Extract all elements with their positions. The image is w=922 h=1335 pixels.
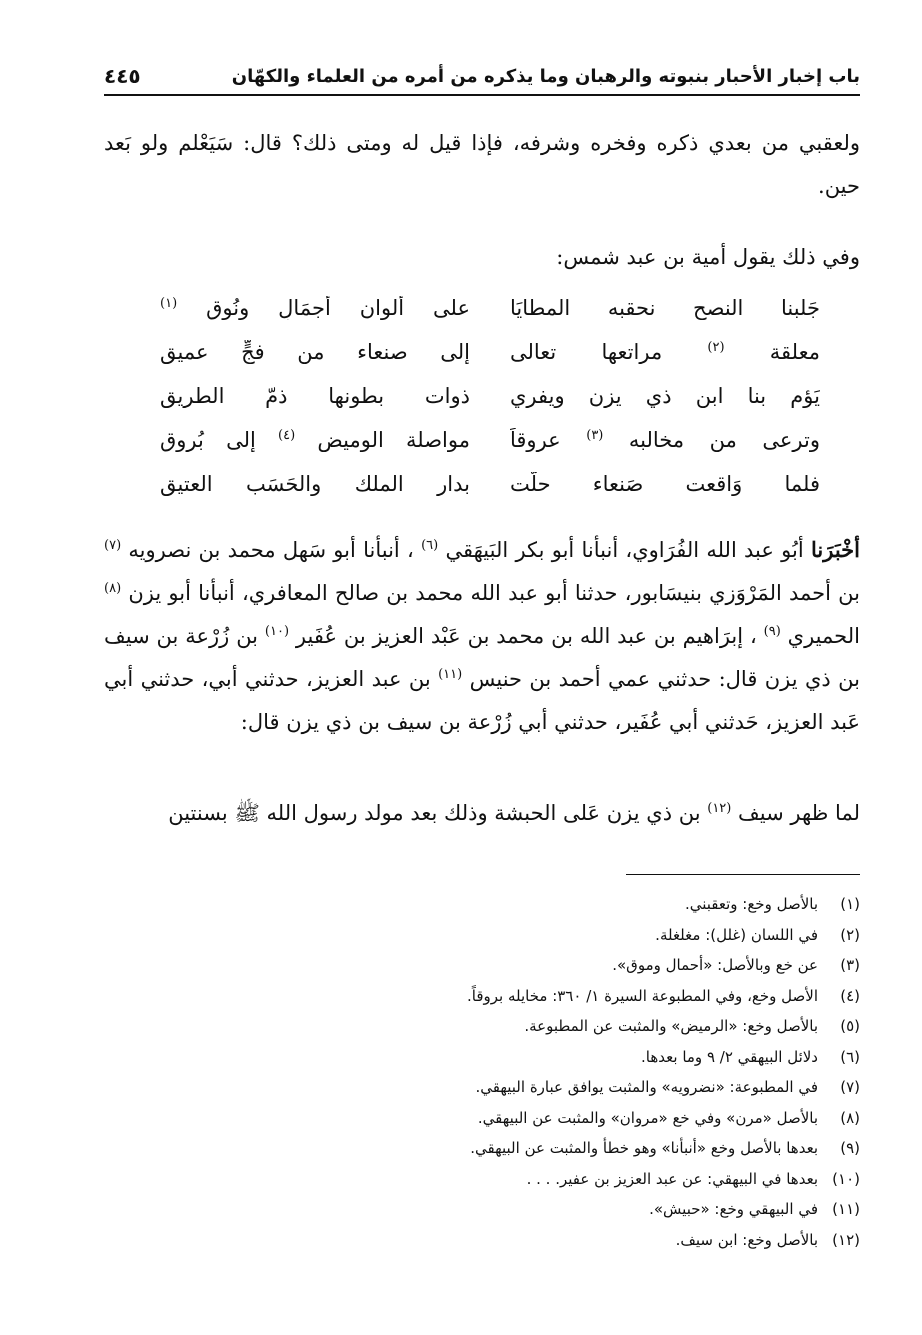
footnote-ref: (٩) [763,624,781,639]
footnote-ref: (٦) [421,538,439,553]
verse-second-hemistich: بدار الملك والحَسَب العتيق [160,472,470,496]
footnote: (٧) في المطبوعة: «نضرويه» والمثبت يوافق عبارة البيهقي. [475,1078,860,1097]
footnote-ref: (٢) [707,340,725,355]
running-header [104,58,860,96]
footnote: (٥) بالأصل وخع: «الرميض» والمثبت عن المطبوعة. [524,1017,860,1036]
footnote-ref: (٧) [104,538,122,553]
paragraph-4: لما ظهر سيف $^{(١٢)}$ بن ذي يزن عَلى الحبشة وذلك بعد مولد رسول الله ﷺ بسنتين [168,801,860,825]
verse-line [160,462,820,506]
verse-first-hemistich: وترعى من مخالبه $^{(٣)}$ عروقاً [510,428,820,452]
lead-word: أخْبَرَنا [810,537,860,562]
footnote-divider [626,874,860,875]
footnote-ref: (١٢) [707,801,732,816]
footnote: (١) بالأصل وخع: وتعقبني. [684,895,860,914]
footnote: (٣) عن خع وبالأصل: «أحمال وموق». [612,956,860,975]
paragraph-isnad: أخْبَرَنا أبُو عبد الله الفُرَاوي، أنبأنا أبو بكر البَيهَقي $^{(٦)}$ ، أنبأنا أبو سَهل محمد بن نصرويه $^{(٧)}$ بن أحمد المَرْوَزي بنيسَابور، حدثنا أبو عبد الله محمد بن صالح المعافري، أنبأنا أبو يزن $^{(٨)}$ الحميري $^{(٩)}$ ، إبرَاهيم بن عبد الله بن محمد بن عَبْد العزيز بن عُفَير $^{(١٠)}$ بن زُرْعة بن سيف بن ذي يزن قال: حدثني عمي أحمد بن حنيس $^{(١١)}$ بن عبد العزيز، حدثني أبي، حدثني أبي عَبد العزيز، حَدثني أبي عُفَير، حدثني أبي زُرْعة بن سيف بن ذي يزن قال: [104,537,860,734]
footnote: (٨) بالأصل «مرن» وفي خع «مروان» والمثبت عن البيهقي. [477,1108,860,1127]
verse-second-hemistich: مواصلة الوميض $^{(٤)}$ إلى بُروق [160,428,470,452]
verse-line [160,286,820,330]
verse-second-hemistich: على ألوان أجمَالٍ ونُوقِ $^{(١)}$ [160,296,470,320]
footnote-ref: (٤) [278,428,296,443]
paragraph-2: وفي ذلك يقول أمية بن عبد شمس: [556,245,860,269]
footnote: (٦) دلائل البيهقي ٢/ ٩ وما بعدها. [641,1047,860,1066]
verse-line [160,330,820,374]
footnote: (١٠) بعدها في البيهقي: عن عبد العزيز بن عفير. . . . [526,1169,860,1188]
footnote-ref: (٣) [586,428,604,443]
page-number: ٤٤٥ [104,64,141,88]
poem [160,286,820,506]
verse-first-hemistich: فلما وَاقعت صَنعاء حلّت [510,472,820,496]
footnote: (٩) بعدها بالأصل وخع «أنبأنا» وهو خطأ والمثبت عن البيهقي. [470,1139,860,1158]
footnote: (١٢) بالأصل وخع: ابن سيف. [675,1230,860,1249]
footnote: (٤) الأصل وخع، وفي المطبوعة السيرة ١/ ٣٦٠: مخايله بروقاً. [466,986,860,1005]
verse-first-hemistich: يَؤم بنا ابن ذي يزن ويفري [510,384,820,408]
footnote: (١١) في البيهقي وخع: «حبيش». [649,1200,860,1219]
verse-second-hemistich: إلى صنعاء من فجٍّ عميق [160,340,470,364]
verse-line [160,374,820,418]
footnote-ref: (١) [160,296,178,311]
footnote: (٢) في اللسان (غلل): مغلغلة. [655,925,860,944]
header-title: باب إخبار الأحبار بنبوته والرهبان وما يذكره من أمره من العلماء والكهّان [231,65,860,87]
verse-first-hemistich: جَلبنا النصح نحقبه المطايَا [510,296,820,320]
footnote-ref: (٨) [104,581,122,596]
verse-second-hemistich: ذوات بطونها ذمّ الطريق [160,384,470,408]
paragraph-1: ولعقبي من بعدي ذكره وفخره وشرفه، فإذا قيل له ومتى ذلك؟ قال: سَيَعْلم ولو بَعد حين. [104,131,860,198]
verse-first-hemistich: معلقة $^{(٢)}$ مراتعها تعالى [510,340,820,364]
footnote-ref: (١٠) [264,624,290,639]
footnotes [360,889,860,1255]
footnote-ref: (١١) [438,667,463,682]
verse-line [160,418,820,462]
